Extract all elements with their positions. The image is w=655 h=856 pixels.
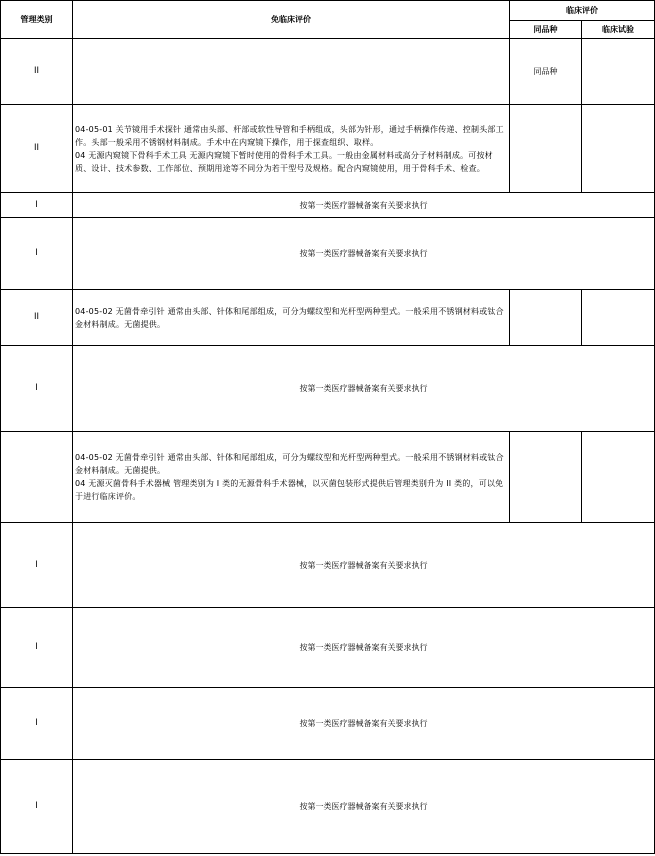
description-text: 04-05-01 关节镜用手术探针 通常由头部、杆部或软性导管和手柄组成，头部为针形，通过手柄操作传递、控制头部工作。头部一般采用不锈钢材料制成。手术中在内窥镜下操作，用于探查组织、取样。 [75,124,504,147]
category-cell: II [1,290,73,346]
category-cell: II [1,39,73,105]
category-cell: I [1,760,73,854]
same-variety-cell [510,432,582,523]
filing-requirement-cell: 按第一类医疗器械备案有关要求执行 [73,346,655,432]
clinical-trial-cell [582,432,655,523]
filing-requirement-cell: 按第一类医疗器械备案有关要求执行 [73,523,655,608]
table-row [1,346,655,432]
category-cell: I [1,346,73,432]
table-row [1,608,655,688]
category-cell: I [1,608,73,688]
category-cell: I [1,193,73,218]
clinical-trial-cell [582,290,655,346]
table-row [1,290,655,346]
table-row [1,39,655,105]
table-row [1,432,655,523]
description-cell [73,432,510,523]
description-text: 04-05-02 无菌骨牵引针 通常由头部、针体和尾部组成，可分为螺纹型和光杆型两种型式。一般采用不锈钢材料或钛合金材料制成。无菌提供。 [75,453,504,475]
category-cell: I [1,218,73,290]
category-cell: I [1,523,73,608]
clinical-trial-cell [582,105,655,193]
header-category: 管理类别 [1,1,73,39]
description-text: 04 无源内窥镜下骨科手术工具 无源内窥镜下暂时使用的骨科手术工具。一般由金属材料或高分子材料制成。可按材质、设计、技术参数、工作部位、预期用途等不同分为若干型号及规格。配合内窥镜使用，用于骨科手术、检查。 [75,150,493,173]
filing-requirement-cell: 按第一类医疗器械备案有关要求执行 [73,760,655,854]
table-row [1,760,655,854]
description-text: 04-05-02 无菌骨牵引针 通常由头部、针体和尾部组成，可分为螺纹型和光杆型两种型式。一般采用不锈钢材料或钛合金材料制成。无菌提供。 [75,306,504,329]
same-variety-cell [510,105,582,193]
header-clinical-trial: 临床试验 [582,21,655,39]
table-row [1,105,655,193]
filing-requirement-cell: 按第一类医疗器械备案有关要求执行 [73,688,655,760]
category-cell [1,432,73,523]
clinical-trial-cell [582,39,655,105]
table-row [1,688,655,760]
category-cell: II [1,105,73,193]
description-cell [73,290,510,346]
header-same-variety: 同品种 [510,21,582,39]
header-exempt-clinical: 免临床评价 [73,1,510,39]
same-variety-cell: 同品种 [510,39,582,105]
filing-requirement-cell: 按第一类医疗器械备案有关要求执行 [73,218,655,290]
filing-requirement-cell: 按第一类医疗器械备案有关要求执行 [73,193,655,218]
description-text: 04 无源灭菌骨科手术器械 管理类别为 I 类的无源骨科手术器械，以灭菌包装形式提供后管理类别升为 II 类的，可以免于进行临床评价。 [75,479,504,501]
description-cell [73,105,510,193]
category-cell: I [1,688,73,760]
description-cell [73,39,510,105]
filing-requirement-cell: 按第一类医疗器械备案有关要求执行 [73,608,655,688]
header-clinical-evaluation: 临床评价 [510,1,655,21]
table-row [1,218,655,290]
same-variety-cell [510,290,582,346]
table-row [1,193,655,218]
table-row [1,523,655,608]
